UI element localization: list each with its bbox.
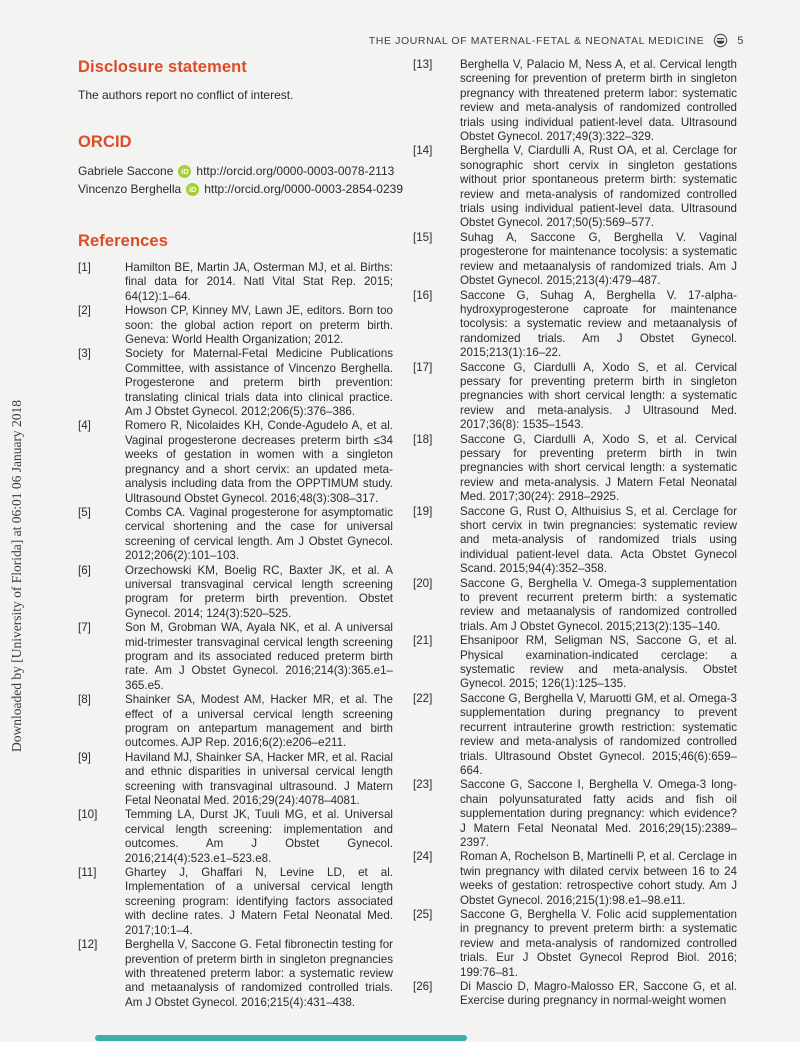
reference-item bbox=[78, 938, 393, 1010]
reference-number: [23] bbox=[413, 778, 433, 792]
reference-text: Temming LA, Durst JK, Tuuli MG, et al. Universal cervical length screening: implementation and outcomes. Am J Obstet Gynecol. 2016;214(4):523.e1–523.e8. bbox=[125, 808, 393, 865]
reference-text: Romero R, Nicolaides KH, Conde-Agudelo A, et al. Vaginal progesterone decreases preterm birth ≤34 weeks of gestation in women with a singleton pregnancy and a short cervix: an updated meta-analysis including data from the OPPTIMUM study. Ultrasound Obstet Gynecol. 2016;48(3):308–317. bbox=[125, 419, 393, 505]
reference-number: [4] bbox=[78, 419, 91, 433]
reference-text: Berghella V, Palacio M, Ness A, et al. Cervical length screening for prevention of preterm birth in singleton pregnancy with threatened preterm labor: systematic review and meta-analysis of randomized controlled trials using individual patient-level data. Ultrasound Obstet Gynecol. 2017;49(3):322–329. bbox=[460, 58, 737, 144]
orcid-icon: iD bbox=[178, 165, 191, 178]
page-content bbox=[78, 58, 737, 1010]
reference-text: Berghella V, Saccone G. Fetal fibronectin testing for prevention of preterm birth in singleton pregnancies with threatened preterm labor: a systematic review and metaanalysis of randomized controlled trials. Am J Obstet Gynecol. 2016;215(4):431–438. bbox=[125, 938, 393, 1009]
reference-item bbox=[413, 58, 737, 144]
reference-number: [15] bbox=[413, 230, 433, 244]
reference-number: [13] bbox=[413, 58, 433, 71]
reference-item bbox=[78, 808, 393, 866]
reference-item bbox=[78, 261, 393, 304]
reference-item bbox=[413, 908, 737, 980]
disclosure-text: The authors report no conflict of interest. bbox=[78, 88, 294, 102]
reference-item bbox=[78, 506, 393, 564]
reference-item bbox=[413, 577, 737, 635]
reference-number: [18] bbox=[413, 432, 433, 446]
reference-item bbox=[413, 505, 737, 577]
reference-number: [11] bbox=[78, 866, 97, 880]
orcid-url: http://orcid.org/0000-0003-0078-2113 bbox=[196, 164, 395, 178]
author-name: Gabriele Saccone bbox=[78, 164, 174, 178]
reference-text: Saccone G, Suhag A, Berghella V. 17-alpha-hydroxyprogesterone caproate for maintenance tocolysis: a systematic review and metaanalysis of randomized trials. Am J Obstet Gynecol. 2015;213(1):16–22. bbox=[460, 288, 737, 360]
reference-number: [3] bbox=[78, 347, 91, 361]
reference-number: [14] bbox=[413, 144, 433, 158]
download-watermark: Downloaded by [University of Florida] at 06:01 06 January 2018 bbox=[9, 399, 24, 752]
references-list-right bbox=[413, 58, 737, 1009]
reference-text: Haviland MJ, Shainker SA, Hacker MR, et al. Racial and ethnic disparities in universal cervical length screening with transvaginal ultrasound. J Matern Fetal Neonatal Med. 2016;29(24):4078–4081. bbox=[125, 750, 393, 808]
reference-number: [25] bbox=[413, 907, 433, 921]
reference-item bbox=[413, 361, 737, 433]
reference-text: Saccone G, Berghella V. Folic acid supplementation in pregnancy to prevent preterm birth: a systematic review and meta-analysis of randomized controlled trials. Eur J Obstet Gynecol Reprod Biol. 2016; 199:76–81. bbox=[460, 907, 737, 979]
reference-number: [26] bbox=[413, 980, 433, 993]
reference-text: Berghella V, Ciardulli A, Rust OA, et al. Cerclage for sonographic short cervix in singleton gestations without prior spontaneous preterm birth: systematic review and meta-analysis of randomized controlled trials using individual patient-level data. Ultrasound Obstet Gynecol. 2017;50(5):569–577. bbox=[460, 144, 737, 230]
reference-number: [22] bbox=[413, 691, 433, 705]
reference-item bbox=[78, 621, 393, 693]
reference-number: [24] bbox=[413, 850, 433, 864]
journal-logo-icon bbox=[713, 33, 728, 48]
orcid-entry bbox=[78, 180, 403, 198]
reference-item bbox=[78, 693, 393, 751]
reference-text: Saccone G, Berghella V, Maruotti GM, et al. Omega-3 supplementation during pregnancy to prevent recurrent intrauterine growth restriction: systematic review and meta-analysis of randomized controlled trials. Ultrasound Obstet Gynecol. 2015;46(6):659–664. bbox=[460, 691, 737, 777]
orcid-entry bbox=[78, 162, 393, 180]
reference-number: [5] bbox=[78, 505, 91, 519]
reference-item bbox=[413, 634, 737, 692]
reference-number: [20] bbox=[413, 576, 433, 590]
reference-text: Hamilton BE, Martin JA, Osterman MJ, et al. Births: final data for 2014. Natl Vital Stat Rep. 2015; 64(12):1–64. bbox=[125, 261, 393, 303]
references-list-left bbox=[78, 261, 393, 1010]
right-column bbox=[413, 58, 737, 1010]
reference-text: Ghartey J, Ghaffari N, Levine LD, et al. Implementation of a universal cervical length screening program: identifying factors associated with decline rates. J Matern Fetal Neonatal Med. 2017;10:1–4. bbox=[125, 866, 393, 937]
reference-text: Orzechowski KM, Boelig RC, Baxter JK, et al. A universal transvaginal cervical length screening program for preterm birth prevention. Obstet Gynecol. 2014; 124(3):520–525. bbox=[125, 563, 393, 620]
reference-number: [8] bbox=[78, 693, 91, 707]
reference-text: Howson CP, Kinney MV, Lawn JE, editors. Born too soon: the global action report on preterm birth. Geneva: World Health Organization; 2012. bbox=[125, 304, 393, 347]
reference-text: Suhag A, Saccone G, Berghella V. Vaginal progesterone for maintenance tocolysis: a systematic review and metaanalysis of randomized trials. Am J Obstet Gynecol. 2015;213(4):479–487. bbox=[460, 230, 737, 288]
orcid-icon: iD bbox=[186, 183, 199, 196]
reference-number: [19] bbox=[413, 504, 433, 518]
reference-text: Son M, Grobman WA, Ayala NK, et al. A universal mid-trimester transvaginal cervical length screening program and its associated reduced preterm birth rate. Am J Obstet Gynecol. 2016;214(3):365.e1–365.e5. bbox=[125, 621, 393, 692]
reference-item bbox=[78, 751, 393, 809]
reference-text: Saccone G, Ciardulli A, Xodo S, et al. Cervical pessary for preventing preterm birth in singleton pregnancies with short cervical length: a systematic review and meta-analysis. J Ultrasound Med. 2017;36(8): 1535–1543. bbox=[460, 360, 737, 432]
reference-item bbox=[78, 866, 393, 938]
reference-item bbox=[413, 231, 737, 289]
reference-text: Saccone G, Ciardulli A, Xodo S, et al. Cervical pessary for preventing preterm birth in twin pregnancies with short cervical length: a systematic review and meta-analysis. J Matern Fetal Neonatal Med. 2017;30(24): 2918–2925. bbox=[460, 432, 737, 504]
reference-text: Saccone G, Saccone I, Berghella V. Omega-3 long-chain polyunsaturated fatty acids and fish oil supplementation during pregnancy: which evidence? J Matern Fetal Neonatal Med. 2016;29(15):2389–2397. bbox=[460, 778, 737, 849]
reference-number: [1] bbox=[78, 261, 91, 274]
reference-item bbox=[413, 692, 737, 778]
reference-item bbox=[413, 980, 737, 1009]
reference-item bbox=[78, 419, 393, 505]
reference-text: Society for Maternal-Fetal Medicine Publications Committee, with assistance of Vincenzo Berghella. Progesterone and preterm birth prevention: translating clinical trials data into clinical practice. Am J Obstet Gynecol. 2012;206(5):376–386. bbox=[125, 347, 393, 419]
reference-item bbox=[413, 433, 737, 505]
reference-number: [16] bbox=[413, 288, 433, 302]
left-column bbox=[78, 58, 403, 1010]
reference-number: [10] bbox=[78, 808, 98, 822]
page-number: 5 bbox=[737, 34, 744, 47]
disclosure-heading: Disclosure statement bbox=[78, 58, 247, 76]
reference-item bbox=[78, 347, 393, 419]
reference-text: Saccone G, Berghella V. Omega-3 supplementation to prevent recurrent preterm birth: a systematic review and metaanalysis of randomized controlled trials. Am J Obstet Gynecol. 2015;213(2):135–140. bbox=[460, 576, 737, 633]
reference-text: Ehsanipoor RM, Seligman NS, Saccone G, et al. Physical examination-indicated cerclage: a systematic review and meta-analysis. Obstet Gynecol. 2015; 126(1):125–135. bbox=[460, 634, 737, 691]
author-name: Vincenzo Berghella bbox=[78, 182, 182, 196]
journal-title: THE JOURNAL OF MATERNAL-FETAL & NEONATAL MEDICINE bbox=[368, 34, 705, 47]
references-heading: References bbox=[78, 232, 168, 250]
reference-item bbox=[78, 304, 393, 347]
reference-text: Roman A, Rochelson B, Martinelli P, et al. Cerclage in twin pregnancy with dilated cervix between 16 to 24 weeks of gestation: retrospective cohort study. Am J Obstet Gynecol. 2016;215(1):98.e1–98.e11. bbox=[460, 850, 737, 907]
reference-number: [17] bbox=[413, 360, 433, 374]
reference-text: Saccone G, Rust O, Althuisius S, et al. Cerclage for short cervix in twin pregnancies: systematic review and meta-analysis of randomized trials using individual patient-level data. Acta Obstet Gynecol Scand. 2015;94(4):352–358. bbox=[460, 504, 737, 576]
orcid-heading: ORCID bbox=[78, 133, 132, 151]
page-header bbox=[369, 33, 744, 48]
reference-item bbox=[413, 144, 737, 230]
reference-number: [9] bbox=[78, 750, 91, 764]
reference-number: [7] bbox=[78, 621, 91, 635]
reference-number: [2] bbox=[78, 304, 91, 318]
reference-item bbox=[413, 850, 737, 908]
reference-text: Combs CA. Vaginal progesterone for asymptomatic cervical shortening and the case for universal screening of cervical length. Am J Obstet Gynecol. 2012;206(2):101–103. bbox=[125, 505, 393, 563]
reference-text: Shainker SA, Modest AM, Hacker MR, et al. The effect of a universal cervical length screening program on antepartum management and birth outcomes. AJP Rep. 2016;6(2):e206–e211. bbox=[125, 693, 393, 750]
reference-item bbox=[78, 564, 393, 622]
reference-number: [12] bbox=[78, 938, 98, 952]
reference-text: Di Mascio D, Magro-Malosso ER, Saccone G, et al. Exercise during pregnancy in normal-weight women bbox=[460, 980, 737, 1008]
reference-item bbox=[413, 778, 737, 850]
bottom-scrollbar-thumb[interactable] bbox=[95, 1035, 467, 1041]
reference-number: [6] bbox=[78, 563, 91, 577]
orcid-url: http://orcid.org/0000-0003-2854-0239 bbox=[204, 182, 403, 196]
orcid-section bbox=[78, 133, 403, 198]
reference-number: [21] bbox=[413, 634, 433, 648]
reference-item bbox=[413, 289, 737, 361]
